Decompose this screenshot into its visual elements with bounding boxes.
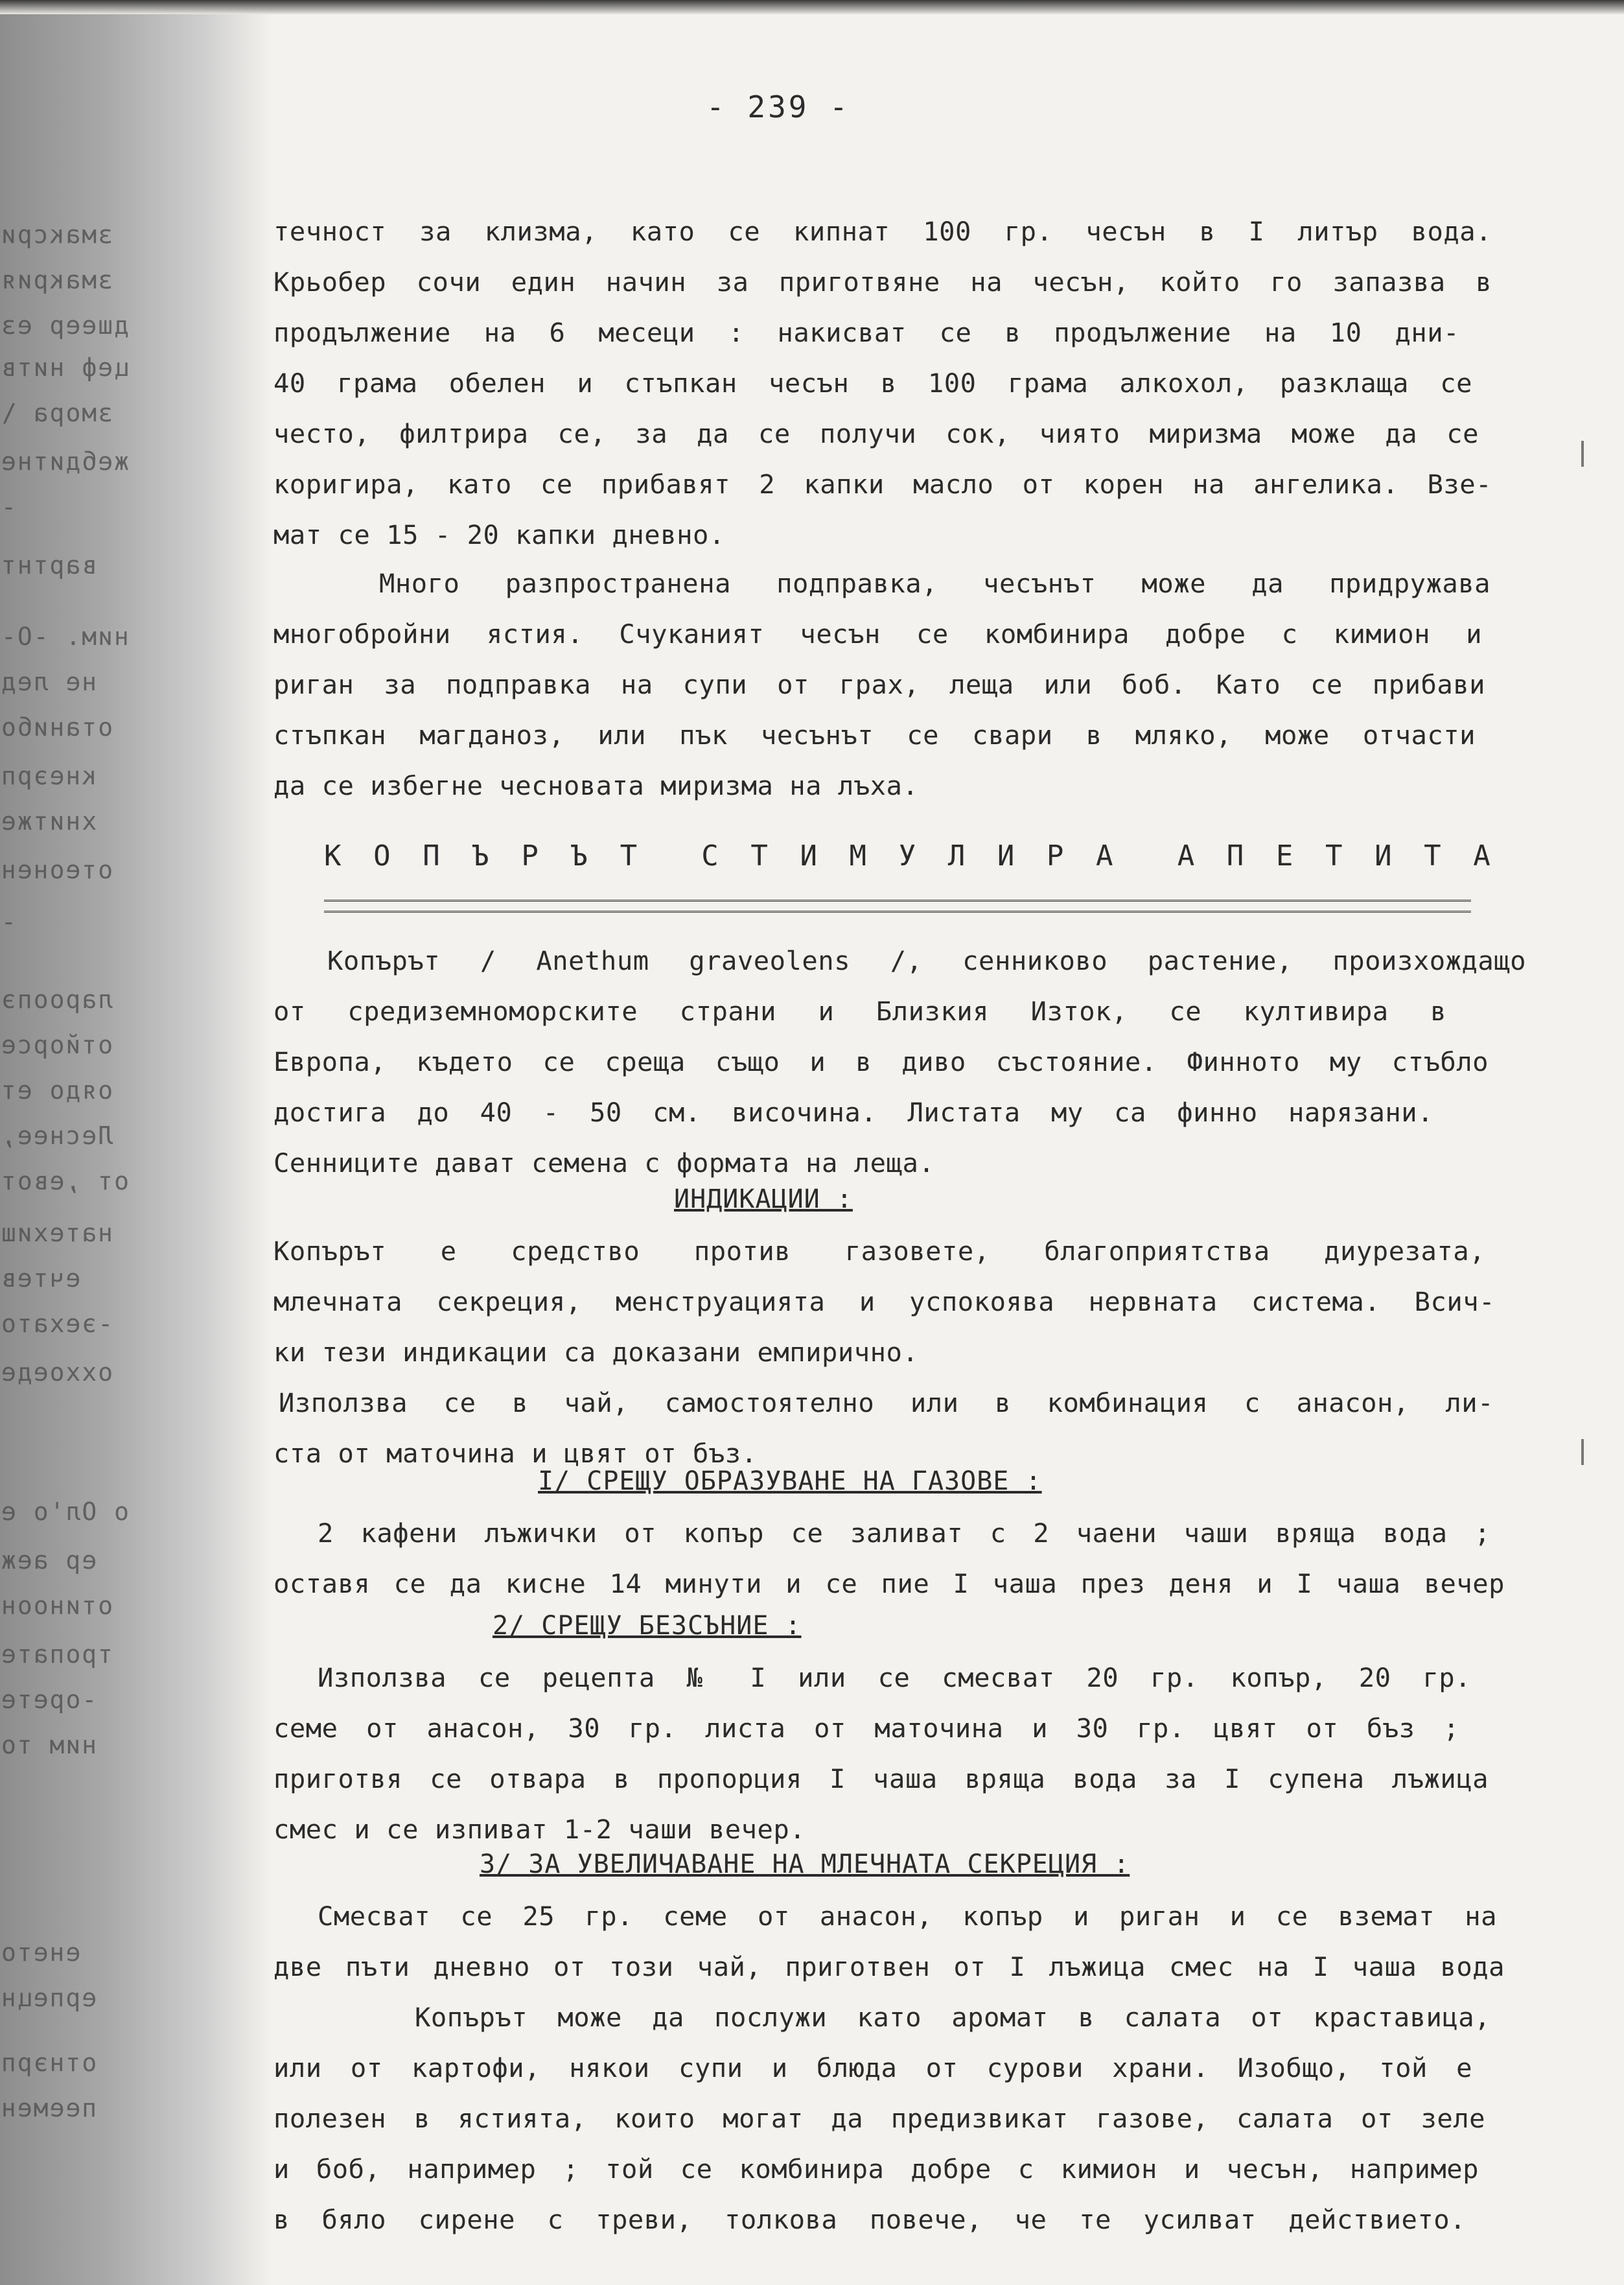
title-letter: И	[800, 839, 817, 873]
margin-mark	[1581, 441, 1584, 467]
text-line: да се избегне чесновата миризма на лъха.	[273, 770, 919, 801]
page-top-edge	[0, 0, 1624, 14]
title-letter: И	[997, 839, 1015, 873]
bleed-through-text: отнэрп	[0, 2048, 97, 2077]
page-number: - 239 -	[706, 89, 850, 124]
text-line: Много разпространена подправка, чесънът може да придружава	[379, 568, 1491, 599]
bleed-through-text: ер аеж	[0, 1546, 97, 1575]
title-letter: Т	[620, 839, 638, 873]
text-line: оставя се да кисне 14 минути и се пие I чаша през деня и I чаша вечер	[273, 1568, 1505, 1599]
text-line: Копърът е средство против газовете, благоприятства диурезата,	[273, 1236, 1485, 1267]
title-letter: А	[1473, 839, 1491, 873]
bleed-through-text: жебдитне	[0, 447, 130, 476]
text-line: Копърът може да послужи като аромат в салата от краставица,	[415, 2002, 1491, 2033]
title-letter: Л	[947, 839, 966, 873]
bleed-through-text: ним. -О-	[0, 622, 130, 651]
bleed-through-text: отеонен	[0, 856, 113, 884]
bleed-through-text: змора \	[0, 399, 113, 427]
title-letter: П	[423, 839, 440, 873]
title-letter: Р	[1046, 839, 1064, 873]
text-line: Смесват се 25 гр. семе от анасон, копър и риган и се вземат на	[318, 1901, 1497, 1932]
text-line: полезен в ястията, които могат да предизвикат газове, салата от зеле	[273, 2103, 1485, 2134]
bleed-through-text: -	[0, 493, 16, 521]
bleed-through-text: от ,евот	[0, 1167, 130, 1195]
bleed-through-text: цеф нитв	[0, 353, 130, 382]
bleed-through-text: енето	[0, 1938, 81, 1967]
text-line: Сенниците дават семена с формата на леща.	[273, 1147, 935, 1178]
text-line: приготвя се отвара в пропорция I чаша вряща вода за I супена лъжица	[273, 1763, 1489, 1794]
text-line: или от картофи, някои супи и блюда от сурови храни. Изобщо, той е	[273, 2052, 1472, 2083]
text-line: Копърът / Anethum graveolens /, сенниково растение, произхождащо	[327, 945, 1526, 976]
text-line: достига до 40 - 50 см. височина. Листата му са финно нарязани.	[273, 1097, 1433, 1128]
bleed-through-text: -орете	[0, 1685, 97, 1714]
title-letter: С	[701, 839, 719, 873]
text-line: Крьобер сочи един начин за приготвяне на чесън, който го запазва в	[273, 266, 1492, 298]
text-line: от средиземноморските страни и Близкия Изток, се култивира в	[273, 996, 1446, 1027]
bleed-through-text: о Ол'о е	[0, 1497, 130, 1526]
title-letter: Ъ	[472, 839, 489, 873]
title-letter: Р	[521, 839, 539, 873]
title-letter: П	[1226, 839, 1244, 873]
bleed-through-text: змаксри	[0, 220, 113, 249]
text-line: две пъти дневно от този чай, приготвен от I лъжица смес на I чаша вода	[273, 1951, 1505, 1982]
text-line: коригира, като се прибавят 2 капки масло от корен на ангелика. Взе-	[273, 469, 1492, 500]
title-letter: О	[373, 839, 391, 873]
bleed-through-text: оядо ет	[0, 1076, 113, 1105]
title-letter: Е	[1275, 839, 1293, 873]
text-line: продължение на 6 месеци : накисват се в продължение на 10 дни-	[273, 317, 1459, 348]
bleed-through-text: тропате	[0, 1640, 113, 1669]
heading-milk-secretion: 3/ ЗА УВЕЛИЧАВАНЕ НА МЛЕЧНАТА СЕКРЕЦИЯ :	[480, 1849, 1130, 1879]
heading-indications: ИНДИКАЦИИ :	[674, 1184, 853, 1214]
title-letter: Ъ	[570, 839, 588, 873]
bleed-through-text: -эехато	[0, 1309, 113, 1338]
title-letter: А	[1177, 839, 1195, 873]
bleed-through-text: оххоеде	[0, 1358, 113, 1387]
text-line: Европа, където се среща също и в диво състояние. Финното му стъбло	[273, 1046, 1489, 1077]
text-line: млечната секреция, менструацията и успокоява нервната система. Всич-	[273, 1286, 1495, 1317]
bleed-through-text: хнитже	[0, 807, 97, 836]
title-letter: Т	[750, 839, 768, 873]
text-line: многобройни ястия. Счуканият чесън се комбинира добре с кимион и	[273, 618, 1482, 650]
bleed-through-text: ерпецн	[0, 1984, 97, 2012]
heading-against-gas: I/ СРЕЩУ ОБРАЗУВАНЕ НА ГАЗОВЕ :	[538, 1466, 1042, 1496]
title-letter: М	[849, 839, 867, 873]
bleed-through-text: змакрия	[0, 266, 113, 294]
bleed-through-text: натехиш	[0, 1219, 113, 1247]
text-line: ки тези индикации са доказани емпирично.	[273, 1337, 919, 1368]
text-line: ста от маточина и цвят от бъз.	[273, 1438, 758, 1469]
bleed-through-text: -	[0, 908, 16, 936]
section-title-dill	[324, 839, 1491, 873]
bleed-through-text: не лед	[0, 668, 97, 696]
bleed-through-text: дшеер ез	[0, 311, 130, 340]
title-letter: К	[324, 839, 342, 873]
text-line: Използва се в чай, самостоятелно или в комбинация с анасон, ли-	[279, 1387, 1494, 1418]
text-line: смес и се изпиват 1-2 чаши вечер.	[273, 1814, 806, 1845]
text-line: мат се 15 - 20 капки дневно.	[273, 519, 725, 550]
bleed-through-text: отиноон	[0, 1591, 113, 1620]
text-line: риган за подправка на супи от грах, леща или боб. Като се прибави	[273, 669, 1485, 700]
text-line: в бяло сирене с треви, толкова повече, че те усилват действието.	[273, 2204, 1466, 2235]
bleed-through-text: Леснее,	[0, 1121, 113, 1150]
text-line: семе от анасон, 30 гр. листа от маточина и 30 гр. цвят от бъз ;	[273, 1713, 1459, 1744]
bleed-through-text: пеемен	[0, 2094, 97, 2122]
text-line: 40 грама обелен и стъпкан чесън в 100 грама алкохол, разклаща се	[273, 368, 1472, 399]
heading-insomnia: 2/ СРЕЩУ БЕЗСЪНИЕ :	[493, 1611, 802, 1641]
bleed-through-text: ним то	[0, 1731, 97, 1759]
text-line: често, филтрира се, за да се получи сок, чиято миризма може да се	[273, 418, 1479, 449]
bleed-through-text: вартнт	[0, 551, 97, 580]
bleed-through-text: лароопэ	[0, 985, 113, 1014]
bleed-through-text: отанибо	[0, 713, 113, 742]
bleed-through-text: отйорсе	[0, 1031, 113, 1059]
title-underline	[324, 900, 1471, 913]
bleed-through-text: ечтев	[0, 1264, 81, 1293]
text-line: Използва се рецепта № I или се смесват 20 гр. копър, 20 гр.	[318, 1662, 1471, 1693]
text-line: и боб, например ; той се комбинира добре с кимион и чесън, например	[273, 2153, 1479, 2185]
margin-mark	[1581, 1439, 1584, 1465]
title-letter: Т	[1424, 839, 1441, 873]
title-letter: Т	[1325, 839, 1343, 873]
title-letter: И	[1375, 839, 1392, 873]
text-line: 2 кафени лъжички от копър се заливат с 2 чаени чаши вряща вода ;	[318, 1517, 1491, 1549]
bleed-through-text: кнеэрп	[0, 762, 97, 790]
title-letter: У	[898, 839, 916, 873]
text-line: стъпкан магданоз, или пък чесънът се свари в мляко, може отчасти	[273, 720, 1476, 751]
title-letter: А	[1096, 839, 1113, 873]
text-line: течност за клизма, като се кипнат 100 гр. чесън в I литър вода.	[273, 216, 1492, 247]
